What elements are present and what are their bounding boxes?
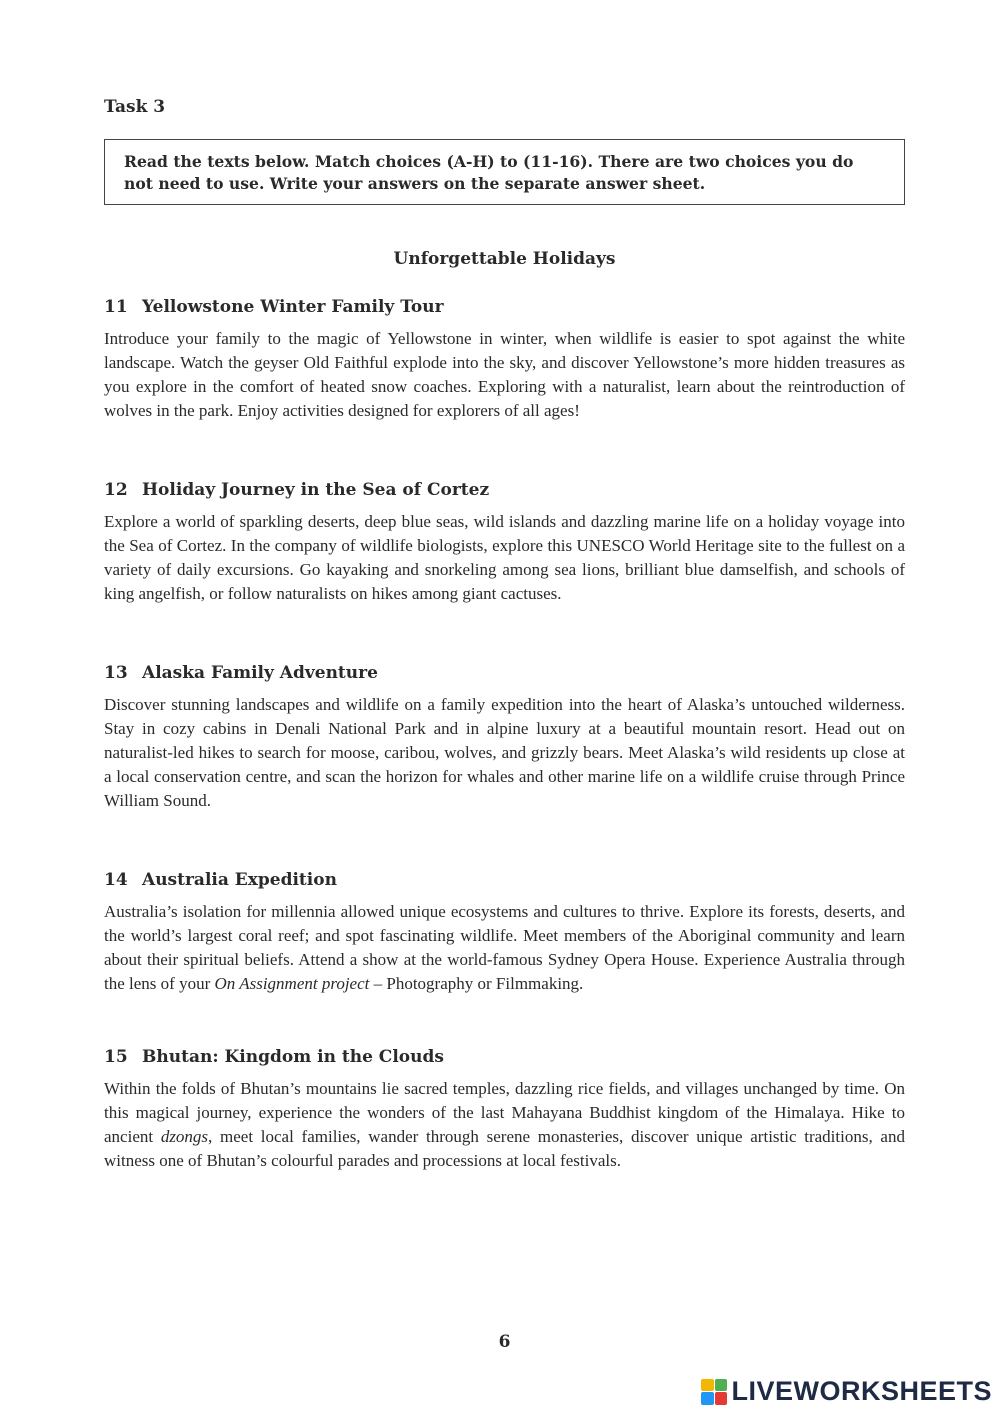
section-number: 12 — [104, 480, 128, 500]
brand-text: LIVEWORKSHEETS — [731, 1376, 992, 1406]
section-15 — [104, 1046, 905, 1173]
section-title: Alaska Family Adventure — [142, 663, 378, 683]
section-heading — [104, 296, 905, 318]
text-part: Within the folds of Bhutan’s mountains lie sacred temples, dazzling rice fields, and villages unchanged by time. On this magical journey, experience the wonders of the last Mahayana Buddhist kingdom of the Himalaya. Hike to ancient — [104, 1079, 905, 1146]
italic-text: dzongs — [160, 1127, 209, 1146]
logo-square — [701, 1379, 714, 1392]
logo-square — [715, 1379, 728, 1392]
brand-logo-icon — [701, 1379, 727, 1405]
section-number: 15 — [104, 1047, 128, 1067]
section-text — [104, 900, 905, 996]
section-number: 13 — [104, 663, 128, 683]
section-text: Discover stunning landscapes and wildlife on a family expedition into the heart of Alaska’s untouched wilderness. Stay in cozy cabins in Denali National Park and in alpine luxury at a beautiful mountain resort. Head out on naturalist-led hikes to search for moose, caribou, wolves, and grizzly bears. Meet Alaska’s wild residents up close at a local conservation centre, and scan the horizon for whales and other marine life on a wildlife cruise through Prince William Sound. — [104, 695, 905, 810]
instruction-box — [104, 139, 905, 205]
logo-square — [701, 1392, 714, 1405]
section-title: Holiday Journey in the Sea of Cortez — [142, 480, 490, 500]
section-14 — [104, 869, 905, 996]
section-heading — [104, 479, 905, 501]
instruction-text: Read the texts below. Match choices (A-H) to (11-16). There are two choices you do not need to use. Write your answers on the separate answer sheet. — [124, 152, 854, 193]
section-text: Introduce your family to the magic of Yellowstone in winter, when wildlife is easier to spot against the white landscape. Watch the geyser Old Faithful explode into the sky, and discover Yellowstone’s more hidden treasures as you explore in the comfort of heated snow coaches. Exploring with a naturalist, learn about the reintroduction of wolves in the park. Enjoy activities designed for explorers of all ages! — [104, 329, 905, 420]
text-part: , meet local families, wander through serene monasteries, discover unique artistic traditions, and witness one of Bhutan’s colourful parades and processions at local festivals. — [104, 1127, 905, 1170]
text-part: Australia’s isolation for millennia allowed unique ecosystems and cultures to thrive. Explore its forests, deserts, and the world’s largest coral reef; and spot fascinating wildlife. Meet members of the Aboriginal community and learn about their spiritual beliefs. Attend a show at the world-famous Sydney Opera House. Experience Australia through the lens of your — [104, 902, 905, 993]
page-number: 6 — [498, 1332, 511, 1352]
section-title: Australia Expedition — [142, 870, 337, 890]
section-11 — [104, 296, 905, 423]
section-number: 14 — [104, 870, 128, 890]
italic-text: On Assignment project — [214, 974, 370, 993]
brand-watermark — [701, 1376, 992, 1407]
task-title: Task 3 — [104, 97, 166, 117]
text-part: – Photography or Filmmaking. — [369, 974, 584, 993]
section-title: Yellowstone Winter Family Tour — [142, 297, 444, 317]
section-heading — [104, 869, 905, 891]
section-text — [104, 1077, 905, 1173]
section-13 — [104, 662, 905, 813]
section-title: Bhutan: Kingdom in the Clouds — [142, 1047, 444, 1067]
section-12 — [104, 479, 905, 606]
logo-square — [715, 1392, 728, 1405]
section-heading — [104, 1046, 905, 1068]
section-text: Explore a world of sparkling deserts, deep blue seas, wild islands and dazzling marine life on a holiday voyage into the Sea of Cortez. In the company of wildlife biologists, explore this UNESCO World Heritage site to the fullest on a variety of daily excursions. Go kayaking and snorkeling among sea lions, brilliant blue damselfish, and schools of king angelfish, or follow naturalists on hikes among giant cactuses. — [104, 512, 905, 603]
main-title: Unforgettable Holidays — [393, 249, 616, 269]
section-heading — [104, 662, 905, 684]
section-number: 11 — [104, 297, 128, 317]
